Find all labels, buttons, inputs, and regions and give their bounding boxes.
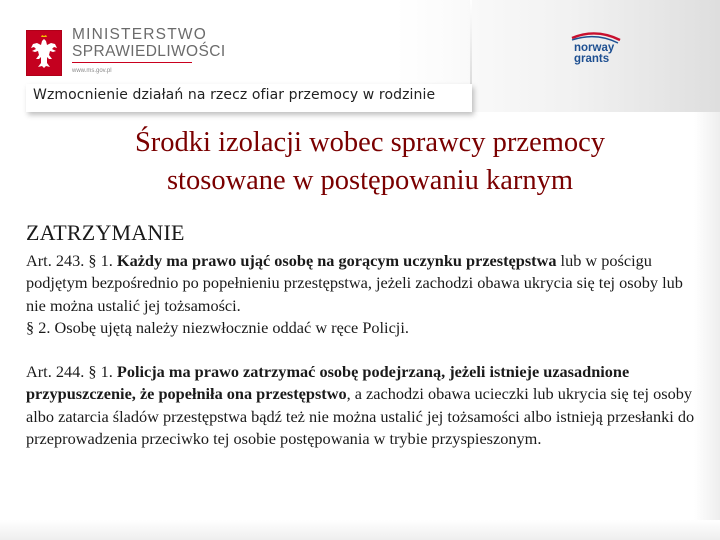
article-243-text: lub w pościgu podjętym bezpośrednio po popełnieniu przestępstwa, jeżeli zachodzi obawa ukrycia się tej osoby lub nie można ustalić jej tożsamości. — [26, 251, 683, 315]
slide-body — [26, 250, 696, 450]
ministry-name-line2: SPRAWIEDLIWOŚCI — [72, 43, 226, 60]
article-244-prefix: Art. 244. § 1. — [26, 362, 117, 382]
article-243-paragraph-1 — [26, 250, 696, 317]
paragraph-spacer — [26, 339, 696, 361]
donor-name-line2: grants — [574, 53, 610, 65]
article-244-emphasis: Policja ma prawo zatrzymać osobę podejrzaną, jeżeli istnieje uzasadnione przypuszczenie, że popełniła ona przestępstwo — [26, 362, 630, 404]
article-243-paragraph-2: § 2. Osobę ujętą należy niezwłocznie oddać w ręce Policji. — [26, 317, 409, 337]
slide-title-line1: Środki izolacji wobec sprawcy przemocy — [134, 127, 606, 158]
footer-shading — [0, 520, 720, 540]
polish-eagle-emblem-icon — [26, 30, 62, 76]
ministry-name-line1: MINISTERSTWO — [72, 26, 207, 43]
ministry-url: www.ms.gov.pl — [72, 68, 112, 74]
header — [0, 0, 720, 118]
ministry-divider — [72, 62, 192, 63]
ministry-logo — [72, 27, 226, 74]
norway-grants-logo — [566, 30, 626, 70]
project-title: Wzmocnienie działań na rzecz ofiar przemocy w rodzinie — [33, 87, 436, 103]
section-heading: ZATRZYMANIE — [26, 220, 185, 245]
slide-title — [0, 124, 720, 200]
slide-title-line2: stosowane w postępowaniu karnym — [166, 165, 574, 196]
article-244-paragraph — [26, 361, 696, 450]
article-243-emphasis: Każdy ma prawo ująć osobę na gorącym uczynku przestępstwa — [116, 251, 557, 270]
right-edge-shading — [694, 112, 720, 540]
donor-name-line1: norway — [574, 42, 615, 54]
article-244-text: , a zachodzi obawa ucieczki lub ukrycia się tej osoby albo zatarcia śladów przestępstwa bądź też nie można ustalić jej tożsamości albo istnieją przesłanki do przeprowadzenia przeciwko tej osobie postępowania w trybie przyspieszonym. — [26, 384, 695, 449]
article-243-prefix: Art. 243. § 1. — [26, 251, 117, 270]
